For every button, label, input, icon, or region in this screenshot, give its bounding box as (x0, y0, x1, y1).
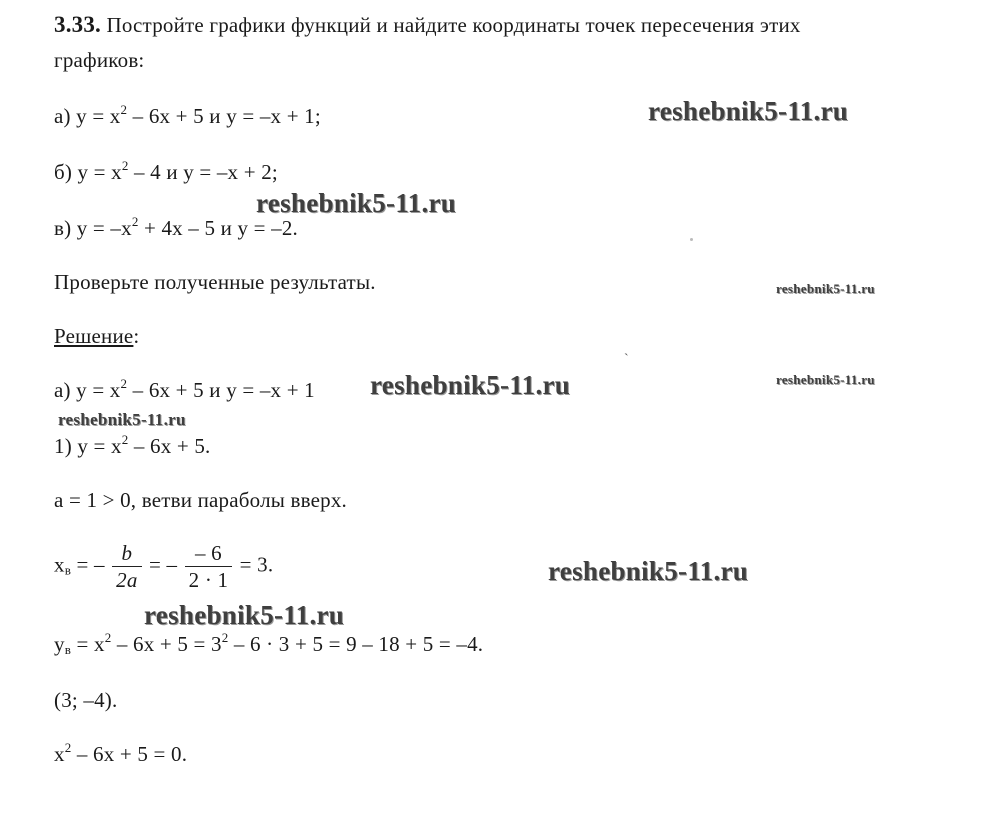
problem-item-a (54, 104, 321, 129)
item-a-rest: – 6x + 5 и y = –x + 1; (127, 104, 321, 128)
watermark-5: reshebnik5-11.ru (776, 372, 875, 387)
xv-lhs-sub: в (64, 562, 72, 578)
yv-lhs-sub: в (64, 642, 72, 657)
xv-fraction-1 (112, 540, 141, 593)
item-a-exp: 2 (120, 102, 128, 117)
solution-heading-colon: : (133, 324, 140, 348)
xv-eq1: = – (71, 552, 105, 577)
yv-eq: = x (71, 632, 105, 656)
watermark-2: reshebnik5-11.ru (256, 188, 457, 218)
equation-label: x (54, 742, 65, 766)
yv-exp2: 2 (221, 630, 229, 645)
part-a-rest: – 6x + 5 и y = –x + 1 (127, 378, 315, 402)
step1-rest: – 6x + 5. (128, 434, 211, 458)
watermark-8: reshebnik5-11.ru (144, 600, 345, 630)
problem-number: 3.33. (54, 12, 101, 37)
xv-frac2-num: – 6 (194, 541, 222, 565)
yv-rest: – 6 · 3 + 5 = 9 – 18 + 5 = –4. (228, 632, 484, 656)
equation-exp: 2 (64, 740, 72, 755)
watermark-4: reshebnik5-11.ru (370, 370, 571, 400)
problem-item-b (54, 160, 278, 185)
watermark-3: reshebnik5-11.ru (776, 281, 875, 296)
yv-exp1: 2 (104, 630, 112, 645)
watermark-7: reshebnik5-11.ru (548, 556, 749, 586)
step1-label: 1) y = x (54, 434, 122, 458)
item-c-rest: + 4x – 5 и y = –2. (138, 216, 298, 240)
item-c-exp: 2 (131, 214, 139, 229)
xv-lhs: x (54, 552, 65, 577)
item-a-label: а) y = x (54, 104, 121, 128)
item-c-label: в) y = –x (54, 216, 132, 240)
problem-check-text: Проверьте полученные результаты. (54, 270, 376, 294)
yv-lhs: y (54, 632, 65, 656)
scan-dot (690, 238, 693, 241)
part-a-exp: 2 (120, 376, 128, 391)
xv-frac2-den: 2 · 1 (188, 568, 229, 592)
solution-yv-formula (54, 632, 483, 657)
solution-a-line: a = 1 > 0, ветви параболы вверх. (54, 488, 348, 512)
watermark-6: reshebnik5-11.ru (58, 410, 186, 429)
solution-equation (54, 742, 187, 767)
yv-mid: – 6x + 5 = 3 (111, 632, 222, 656)
equation-rest: – 6x + 5 = 0. (71, 742, 188, 766)
solution-vertex: (3; –4). (54, 688, 118, 712)
xv-frac1-num: b (121, 541, 133, 565)
scan-mark: ` (624, 352, 629, 367)
solution-part-a (54, 378, 315, 403)
problem-item-c (54, 216, 298, 241)
solution-step-1 (54, 434, 210, 459)
item-b-rest: – 4 и y = –x + 2; (128, 160, 278, 184)
item-b-label: б) y = x (54, 160, 122, 184)
watermark-1: reshebnik5-11.ru (648, 96, 849, 126)
part-a-label: а) y = x (54, 378, 121, 402)
problem-statement-text-1: Постройте графики функций и найдите координаты точек пересечения этих (106, 13, 801, 37)
solution-heading-text: Решение (54, 324, 134, 348)
solution-xv-formula (54, 540, 273, 593)
xv-eq2: = – (149, 552, 178, 577)
problem-statement-line-1 (54, 12, 801, 38)
xv-frac1-den: 2a (116, 568, 138, 592)
item-b-exp: 2 (121, 158, 129, 173)
problem-statement-line-2: графиков: (54, 48, 145, 72)
xv-fraction-2 (185, 540, 233, 593)
solution-heading (54, 324, 139, 349)
xv-result: = 3. (239, 552, 274, 577)
step1-exp: 2 (121, 432, 129, 447)
